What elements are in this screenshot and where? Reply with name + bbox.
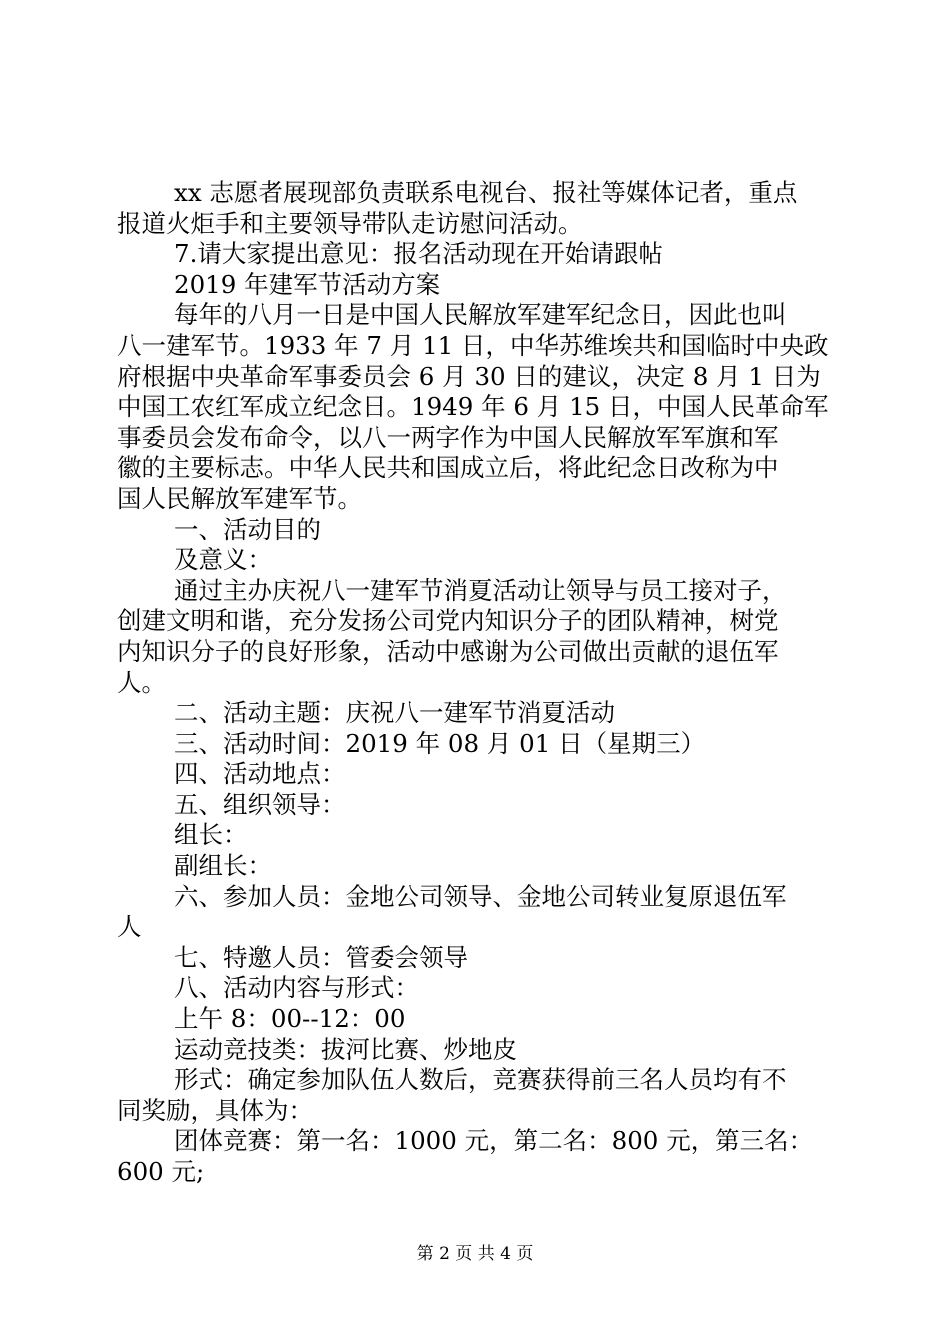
paragraph-line: 国人民解放军建军节。 bbox=[117, 483, 362, 513]
document-body bbox=[117, 178, 837, 1188]
page-number: 第 2 页 共 4 页 bbox=[416, 1244, 534, 1264]
paragraph-line: 形式：确定参加队伍人数后，竞赛获得前三名人员均有不 bbox=[174, 1065, 787, 1095]
section-heading: 七、特邀人员：管委会领导 bbox=[174, 942, 468, 972]
paragraph-line: 副组长： bbox=[174, 851, 272, 881]
paragraph-line: 团体竞赛：第一名：1000 元，第二名：800 元，第三名： bbox=[174, 1126, 814, 1156]
section-heading: 三、活动时间：2019 年 08 月 01 日（星期三） bbox=[174, 728, 706, 758]
paragraph-line: 创建文明和谐，充分发扬公司党内知识分子的团队精神，树党 bbox=[117, 606, 779, 636]
section-heading: 四、活动地点： bbox=[174, 759, 346, 789]
paragraph-line: 人。 bbox=[117, 667, 166, 697]
section-heading: 二、活动主题：庆祝八一建军节消夏活动 bbox=[174, 698, 615, 728]
section-heading: 八、活动内容与形式： bbox=[174, 973, 419, 1003]
page-footer bbox=[0, 1243, 950, 1265]
paragraph-line: 7.请大家提出意见：报名活动现在开始请跟帖 bbox=[174, 239, 663, 269]
paragraph-line: 及意义： bbox=[174, 545, 272, 575]
paragraph-line: 上午 8：00--12：00 bbox=[174, 1004, 406, 1034]
section-heading: 2019 年建军节活动方案 bbox=[174, 269, 441, 299]
paragraph-line: 事委员会发布命令，以八一两字作为中国人民解放军军旗和军 bbox=[117, 422, 779, 452]
paragraph-line: 人 bbox=[117, 912, 142, 942]
paragraph-line: 报道火炬手和主要领导带队走访慰问活动。 bbox=[117, 208, 583, 238]
paragraph-line: 600 元; bbox=[117, 1157, 205, 1186]
paragraph-line: 通过主办庆祝八一建军节消夏活动让领导与员工接对子， bbox=[174, 575, 787, 605]
paragraph-line: xx 志愿者展现部负责联系电视台、报社等媒体记者，重点 bbox=[174, 178, 798, 207]
paragraph-line: 内知识分子的良好形象，活动中感谢为公司做出贡献的退伍军 bbox=[117, 636, 779, 666]
paragraph-line: 府根据中央革命军事委员会 6 月 30 日的建议，决定 8 月 1 日为 bbox=[117, 361, 821, 391]
paragraph-line: 运动竞技类：拔河比赛、炒地皮 bbox=[174, 1034, 517, 1064]
paragraph-line: 八一建军节。1933 年 7 月 11 日，中华苏维埃共和国临时中央政 bbox=[117, 330, 829, 360]
section-heading: 一、活动目的 bbox=[174, 514, 321, 544]
paragraph-line: 每年的八月一日是中国人民解放军建军纪念日，因此也叫 bbox=[174, 300, 787, 330]
section-heading: 六、参加人员：金地公司领导、金地公司转业复原退伍军 bbox=[174, 881, 787, 911]
paragraph-line: 同奖励，具体为： bbox=[117, 1095, 313, 1125]
paragraph-line: 中国工农红军成立纪念日。1949 年 6 月 15 日，中国人民革命军 bbox=[117, 392, 829, 422]
paragraph-line: 组长： bbox=[174, 820, 248, 850]
section-heading: 五、组织领导： bbox=[174, 789, 346, 819]
paragraph-line: 徽的主要标志。中华人民共和国成立后，将此纪念日改称为中 bbox=[117, 453, 779, 483]
